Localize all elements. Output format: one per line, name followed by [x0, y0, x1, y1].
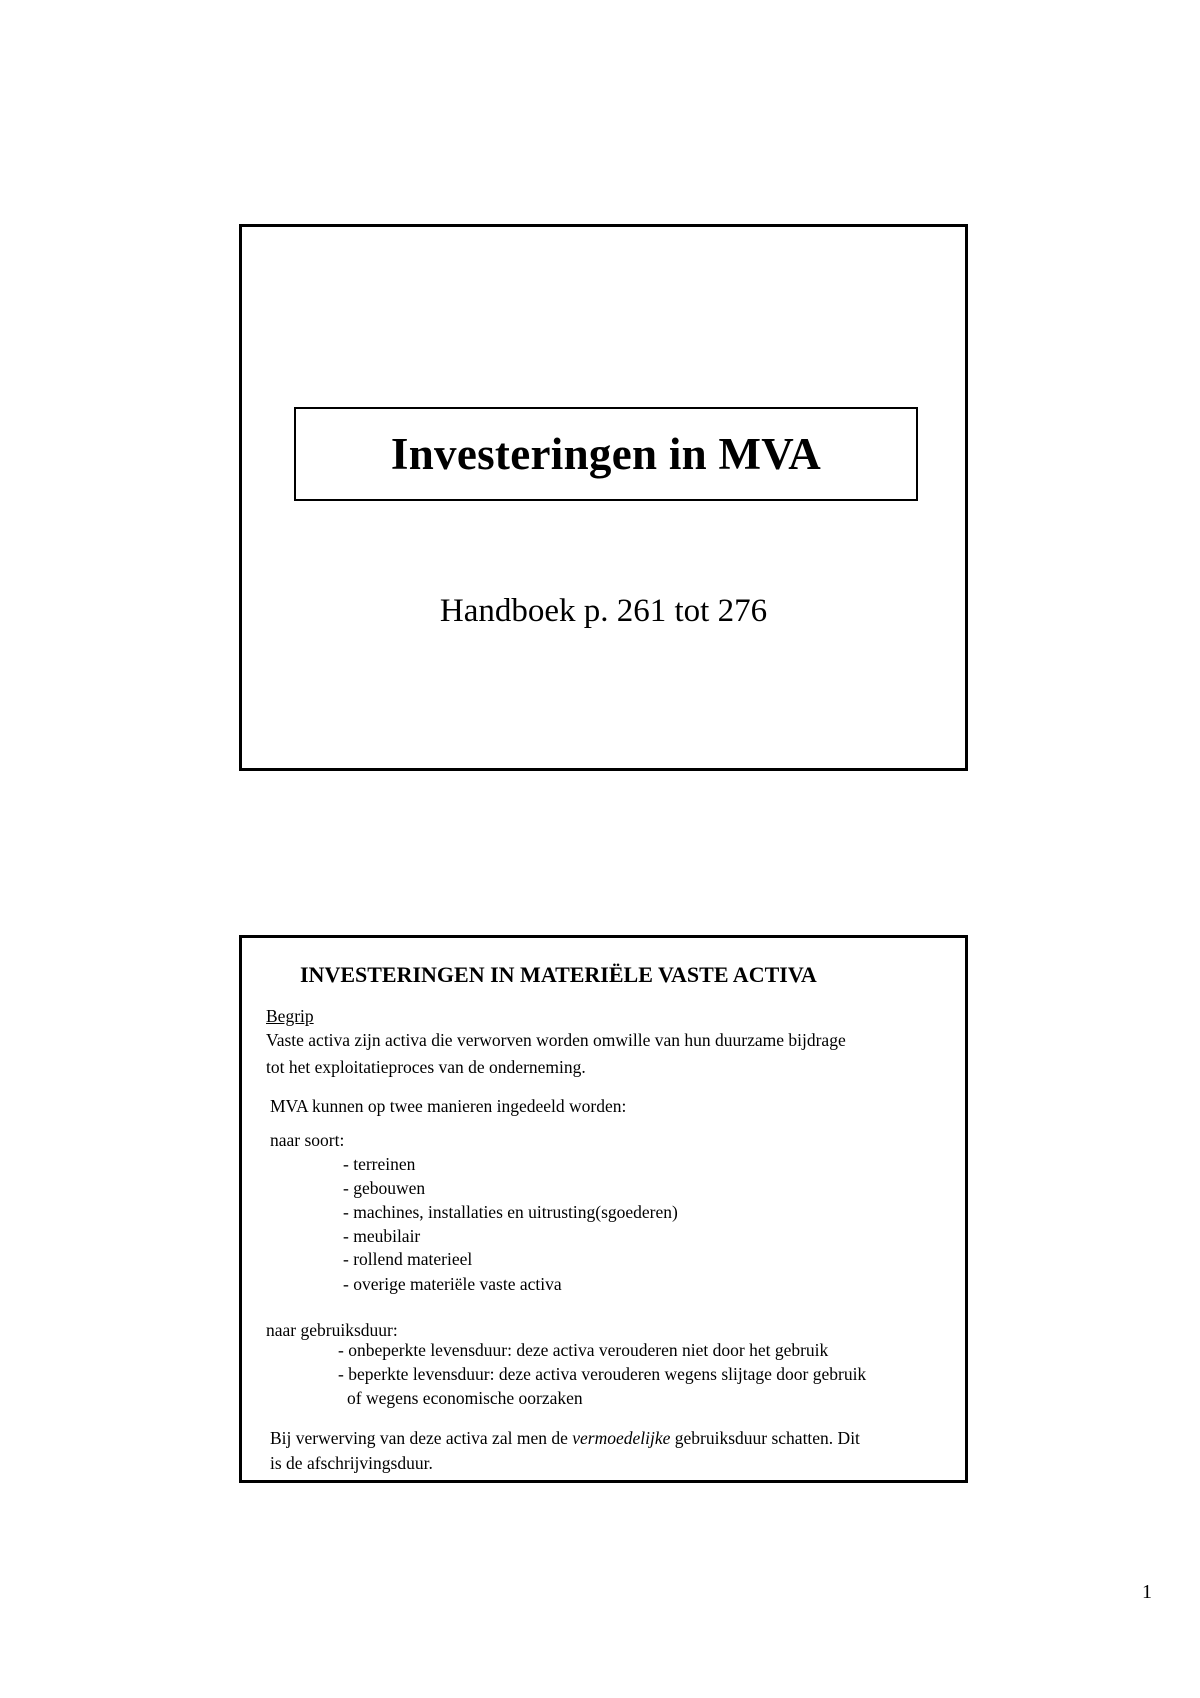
- closing-text: gebruiksduur schatten. Dit: [670, 1428, 860, 1448]
- gebruiksduur-list-item: - beperkte levensduur: deze activa verouderen wegens slijtage door gebruik: [338, 1364, 867, 1384]
- gebruiksduur-list-item-continuation: of wegens economische oorzaken: [347, 1388, 583, 1408]
- soort-list-item: - meubilair: [343, 1226, 421, 1246]
- slide-title: Investeringen in MVA: [390, 429, 822, 479]
- soort-list-item: - terreinen: [343, 1154, 416, 1174]
- classification-intro: MVA kunnen op twee manieren ingedeeld worden:: [270, 1096, 627, 1116]
- soort-label: naar soort:: [270, 1130, 345, 1150]
- soort-list-item: - overige materiële vaste activa: [343, 1274, 562, 1294]
- closing-paragraph-line: is de afschrijvingsduur.: [270, 1453, 433, 1473]
- begrip-label: Begrip: [266, 1006, 314, 1026]
- slide-1: [239, 224, 968, 771]
- soort-list-item: - machines, installaties en uitrusting(sgoederen): [343, 1202, 678, 1222]
- closing-paragraph-line: [270, 1426, 860, 1450]
- page-number: 1: [1142, 1581, 1152, 1603]
- title-box: [294, 407, 918, 501]
- closing-text: Bij verwerving van deze activa zal men de: [270, 1428, 573, 1448]
- definition-line: Vaste activa zijn activa die verworven worden omwille van hun duurzame bijdrage: [266, 1030, 846, 1050]
- gebruiksduur-list-item: - onbeperkte levensduur: deze activa verouderen niet door het gebruik: [338, 1340, 829, 1360]
- slide-subtitle: Handboek p. 261 tot 276: [439, 593, 768, 629]
- closing-emphasis: vermoedelijke: [572, 1428, 671, 1448]
- soort-list-item: - rollend materieel: [343, 1249, 473, 1269]
- slide-heading: INVESTERINGEN IN MATERIËLE VASTE ACTIVA: [300, 962, 817, 987]
- gebruiksduur-label: naar gebruiksduur:: [266, 1320, 398, 1340]
- soort-list-item: - gebouwen: [343, 1178, 426, 1198]
- slide-2: [239, 935, 968, 1483]
- definition-line: tot het exploitatieproces van de onderneming.: [266, 1057, 586, 1077]
